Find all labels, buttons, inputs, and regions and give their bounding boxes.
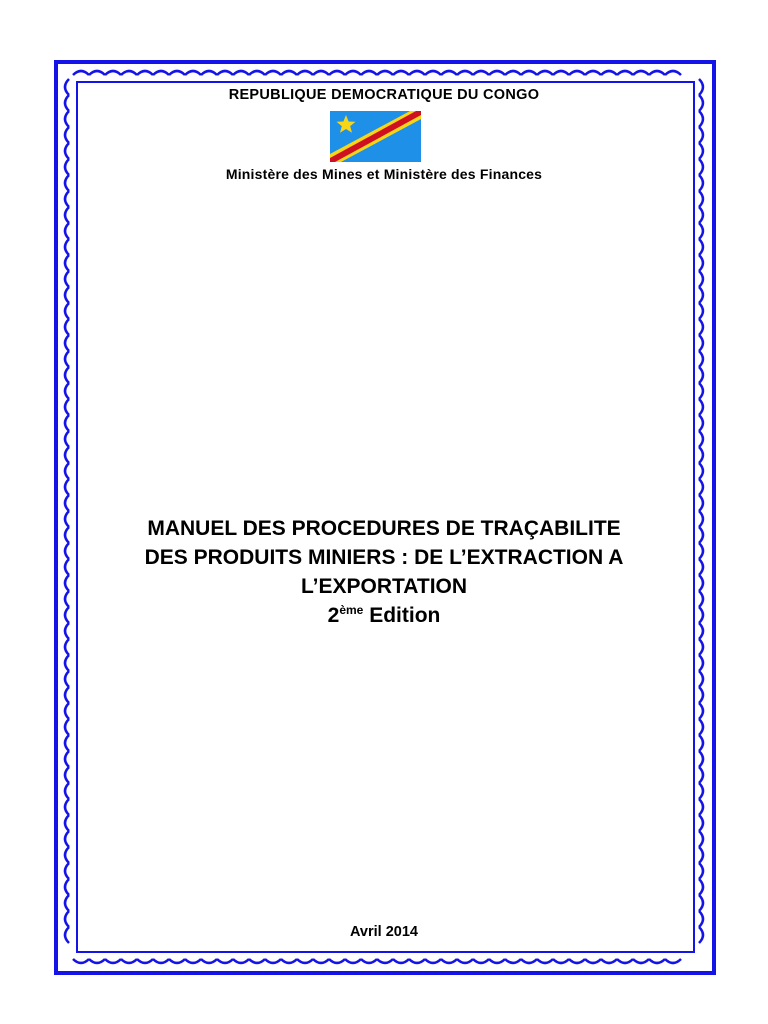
ministries-subheading: Ministère des Mines et Ministère des Finances: [225, 166, 543, 182]
title-line-2: DES PRODUITS MINIERS : DE L’EXTRACTION A: [144, 546, 624, 569]
country-heading: REPUBLIQUE DEMOCRATIQUE DU CONGO: [228, 87, 540, 103]
edition-line: [0, 601, 768, 630]
publication-date: Avril 2014: [350, 924, 418, 940]
title-line-3: L’EXPORTATION: [300, 575, 468, 598]
edition-suffix: ème: [339, 603, 364, 617]
edition-word: Edition: [363, 604, 441, 627]
drc-flag-icon: [330, 111, 421, 162]
document-title: [0, 514, 768, 630]
edition-number: 2: [327, 604, 340, 627]
title-line-1: MANUEL DES PROCEDURES DE TRAÇABILITE: [147, 517, 621, 540]
